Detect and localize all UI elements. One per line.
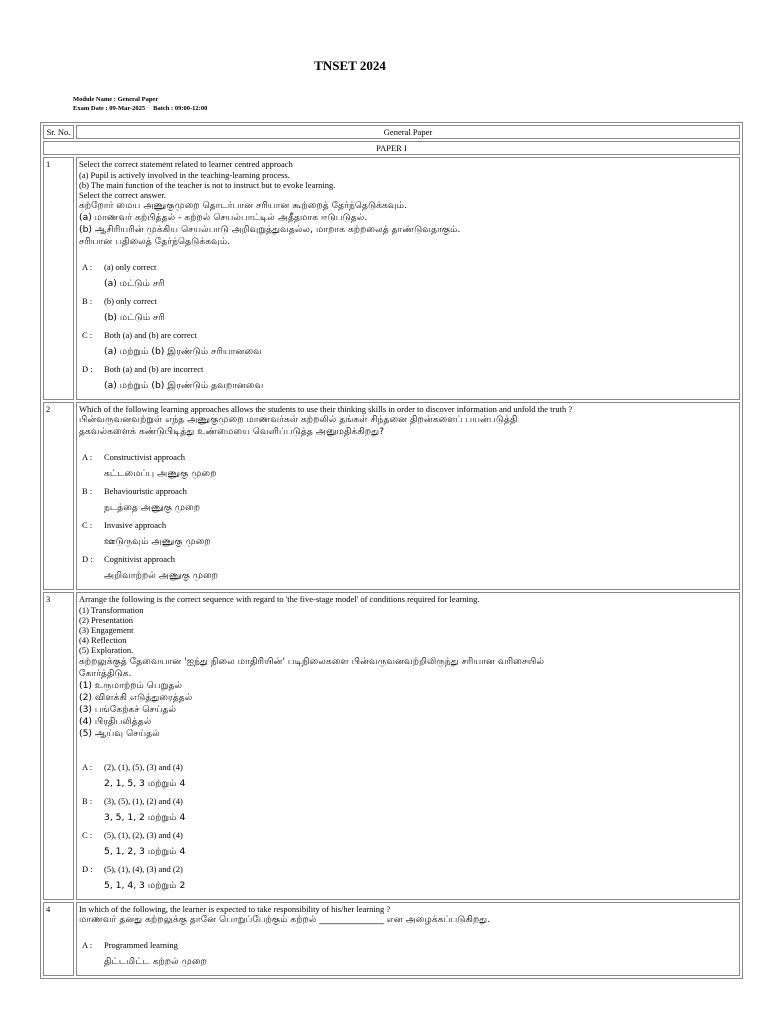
option-label: C :: [82, 829, 93, 840]
question-text-en: (4) Reflection: [79, 635, 127, 646]
question-text-en: (b) The main function of the teacher is not to instruct but to evoke learning.: [79, 179, 336, 190]
question-row: [43, 902, 740, 976]
option-c: [79, 330, 737, 340]
option-text-en: Constructivist approach: [104, 452, 185, 463]
option-text-en: Programmed learning: [104, 939, 178, 950]
question-text-ta: தகவல்களைக் கண்டுபிடித்து உண்மையை வெளிப்படுத்த அனுமதிக்கிறது?: [79, 426, 385, 438]
question-text-ta: கற்றோர் மைய அணுகுமுறை தொடர்பான சரியான கூற்றைத் தேர்ந்தெடுக்கவும்.: [79, 200, 408, 212]
question-text-ta: கோர்த்திடுக.: [79, 667, 132, 679]
option-a: [79, 452, 737, 462]
option-label: A :: [82, 262, 93, 273]
option-a: [79, 262, 737, 272]
question-text-ta: கற்றலுக்குத் தேவையான 'ஐந்து நிலை மாதிரியின்' படிநிலைகளை பின்வருவனவற்றிலிருந்து சரியான வரிசையில்: [79, 655, 545, 667]
option-text-ta: (b) மட்டும் சரி: [104, 312, 165, 324]
option-text-en: Cognitivist approach: [104, 554, 176, 565]
option-b: [79, 796, 737, 806]
option-label: D :: [82, 364, 93, 375]
question-text-ta: (4) பிரதிபலித்தல்: [79, 715, 152, 727]
option-d: [79, 364, 737, 374]
option-text-ta: 5, 1, 4, 3 மற்றும் 2: [104, 879, 186, 891]
question-text-ta: (1) உருமாற்றம் பெறுதல்: [79, 679, 183, 691]
table-header-row: [43, 125, 740, 139]
option-a: [79, 762, 737, 772]
option-text-ta: திட்டமிட்ட கற்றல் முறை: [104, 955, 207, 967]
option-label: A :: [82, 761, 93, 772]
option-d: [79, 864, 737, 874]
question-text-en: In which of the following, the learner is expected to take responsibility of his/her learning ?: [79, 903, 391, 914]
sr-no-header: Sr. No.: [43, 125, 74, 139]
question-text-en: (1) Transformation: [79, 604, 144, 615]
question-text-ta: (5) ஆய்வு செய்தல்: [79, 727, 160, 739]
option-text-en: (3), (5), (1), (2) and (4): [104, 795, 183, 806]
option-text-ta: 5, 1, 2, 3 மற்றும் 4: [104, 845, 186, 857]
option-text-ta: (a) மற்றும் (b) இரண்டும் சரியானவை: [104, 346, 262, 358]
option-text-en: (a) only correct: [104, 262, 157, 273]
question-text-ta: (b) ஆசிரியரின் முக்கிய செயல்பாடு அறிவுறுத்துவதல்ல, மாறாக கற்றலைத் தாண்டுவதாகும்.: [79, 224, 461, 236]
option-label: B :: [82, 296, 93, 307]
option-label: D :: [82, 863, 93, 874]
question-number: 3: [43, 592, 74, 899]
answer-options: [79, 762, 737, 892]
question-text-ta: (a) மாணவர் கற்பித்தல் - கற்றல் செயல்பாட்டில் அதீதமாக ஈடுபடுதல்.: [79, 212, 368, 224]
question-text-en: (a) Pupil is actively involved in the teaching-learning process.: [79, 169, 290, 180]
option-c: [79, 830, 737, 840]
paper-section-label: PAPER I: [43, 141, 740, 155]
question-body: [76, 592, 740, 899]
option-text-en: (5), (1), (4), (3) and (2): [104, 863, 183, 874]
option-a: [79, 940, 737, 950]
option-text-en: (5), (1), (2), (3) and (4): [104, 829, 183, 840]
option-label: A :: [82, 452, 93, 463]
question-number: 1: [43, 157, 74, 400]
option-label: D :: [82, 554, 93, 565]
question-body: [76, 902, 740, 976]
question-text-en: (3) Engagement: [79, 625, 134, 636]
option-text-ta: (a) மற்றும் (b) இரண்டும் தவறானவை: [104, 380, 264, 392]
option-c: [79, 520, 737, 530]
option-label: A :: [82, 939, 93, 950]
question-row: [43, 157, 740, 400]
exam-meta: [73, 95, 207, 113]
section-row: [43, 141, 740, 155]
question-number: 4: [43, 902, 74, 976]
option-text-en: Both (a) and (b) are correct: [104, 330, 197, 341]
option-label: B :: [82, 486, 93, 497]
option-b: [79, 296, 737, 306]
option-label: B :: [82, 795, 93, 806]
option-text-en: Both (a) and (b) are incorrect: [104, 364, 204, 375]
option-text-ta: அறிவாற்றல் அணுகு முறை: [104, 570, 219, 582]
question-text-en: Arrange the following is the correct sequence with regard to 'the five-stage model' of conditions required for learning.: [79, 594, 480, 605]
option-text-ta: (a) மட்டும் சரி: [104, 278, 165, 290]
question-text-en: (5) Exploration.: [79, 645, 134, 656]
option-text-ta: ஊடுருவும் அணுகு முறை: [104, 536, 211, 548]
question-body: [76, 157, 740, 400]
option-b: [79, 486, 737, 496]
option-text-en: (2), (1), (5), (3) and (4): [104, 761, 183, 772]
question-text-ta: (3) பங்கேற்கச் செய்தல்: [79, 703, 177, 715]
question-body: [76, 402, 740, 590]
question-text-en: Which of the following learning approaches allows the students to use their thinking skills in order to discover information and unfold the truth ?: [79, 404, 573, 415]
question-text-en: Select the correct statement related to learner centred approach: [79, 159, 293, 170]
page-title: TNSET 2024: [314, 58, 386, 73]
module-name: Module Name : General Paper: [73, 96, 159, 103]
option-text-en: Invasive approach: [104, 520, 167, 531]
question-text-ta: (2) விளக்கி எடுத்துரைத்தல்: [79, 691, 193, 703]
answer-options: [79, 940, 737, 968]
question-row: [43, 592, 740, 899]
option-d: [79, 554, 737, 564]
question-text-ta: பின்வருவனவற்றுள் எந்த அணுகுமுறை மாணவர்கள் கற்றலில் தங்கள் சிந்தனை திறன்களைப் பயன்படுத்தி: [79, 414, 518, 426]
option-text-ta: 2, 1, 5, 3 மற்றும் 4: [104, 777, 186, 789]
general-paper-header: General Paper: [76, 125, 740, 139]
option-text-ta: 3, 5, 1, 2 மற்றும் 4: [104, 811, 186, 823]
exam-date-batch: [73, 104, 207, 113]
answer-options: [79, 262, 737, 392]
option-text-ta: நடத்தை அணுகு முறை: [104, 502, 201, 514]
option-text-ta: கட்டமைப்பு அணுகு முறை: [104, 468, 217, 480]
question-row: [43, 402, 740, 590]
answer-options: [79, 452, 737, 582]
option-label: C :: [82, 330, 93, 341]
question-text-ta: மாணவர் தனது கற்றலுக்கு தானே பொறுப்பேற்கும் கற்றல் ______________ என அழைக்கப்படுகிறது.: [79, 913, 491, 925]
question-number: 2: [43, 402, 74, 590]
question-table: [40, 122, 743, 979]
batch: Batch : 09:00-12:00: [153, 105, 208, 112]
question-text-en: Select the correct answer.: [79, 190, 166, 201]
option-text-en: Behaviouristic approach: [104, 486, 187, 497]
question-text-ta: சரியான பதிலைத் தேர்ந்தெடுக்கவும்.: [79, 236, 231, 248]
question-text-en: (2) Presentation: [79, 614, 134, 625]
exam-date: Exam Date : 09-Mar-2025: [73, 105, 146, 112]
option-text-en: (b) only correct: [104, 296, 157, 307]
option-label: C :: [82, 520, 93, 531]
